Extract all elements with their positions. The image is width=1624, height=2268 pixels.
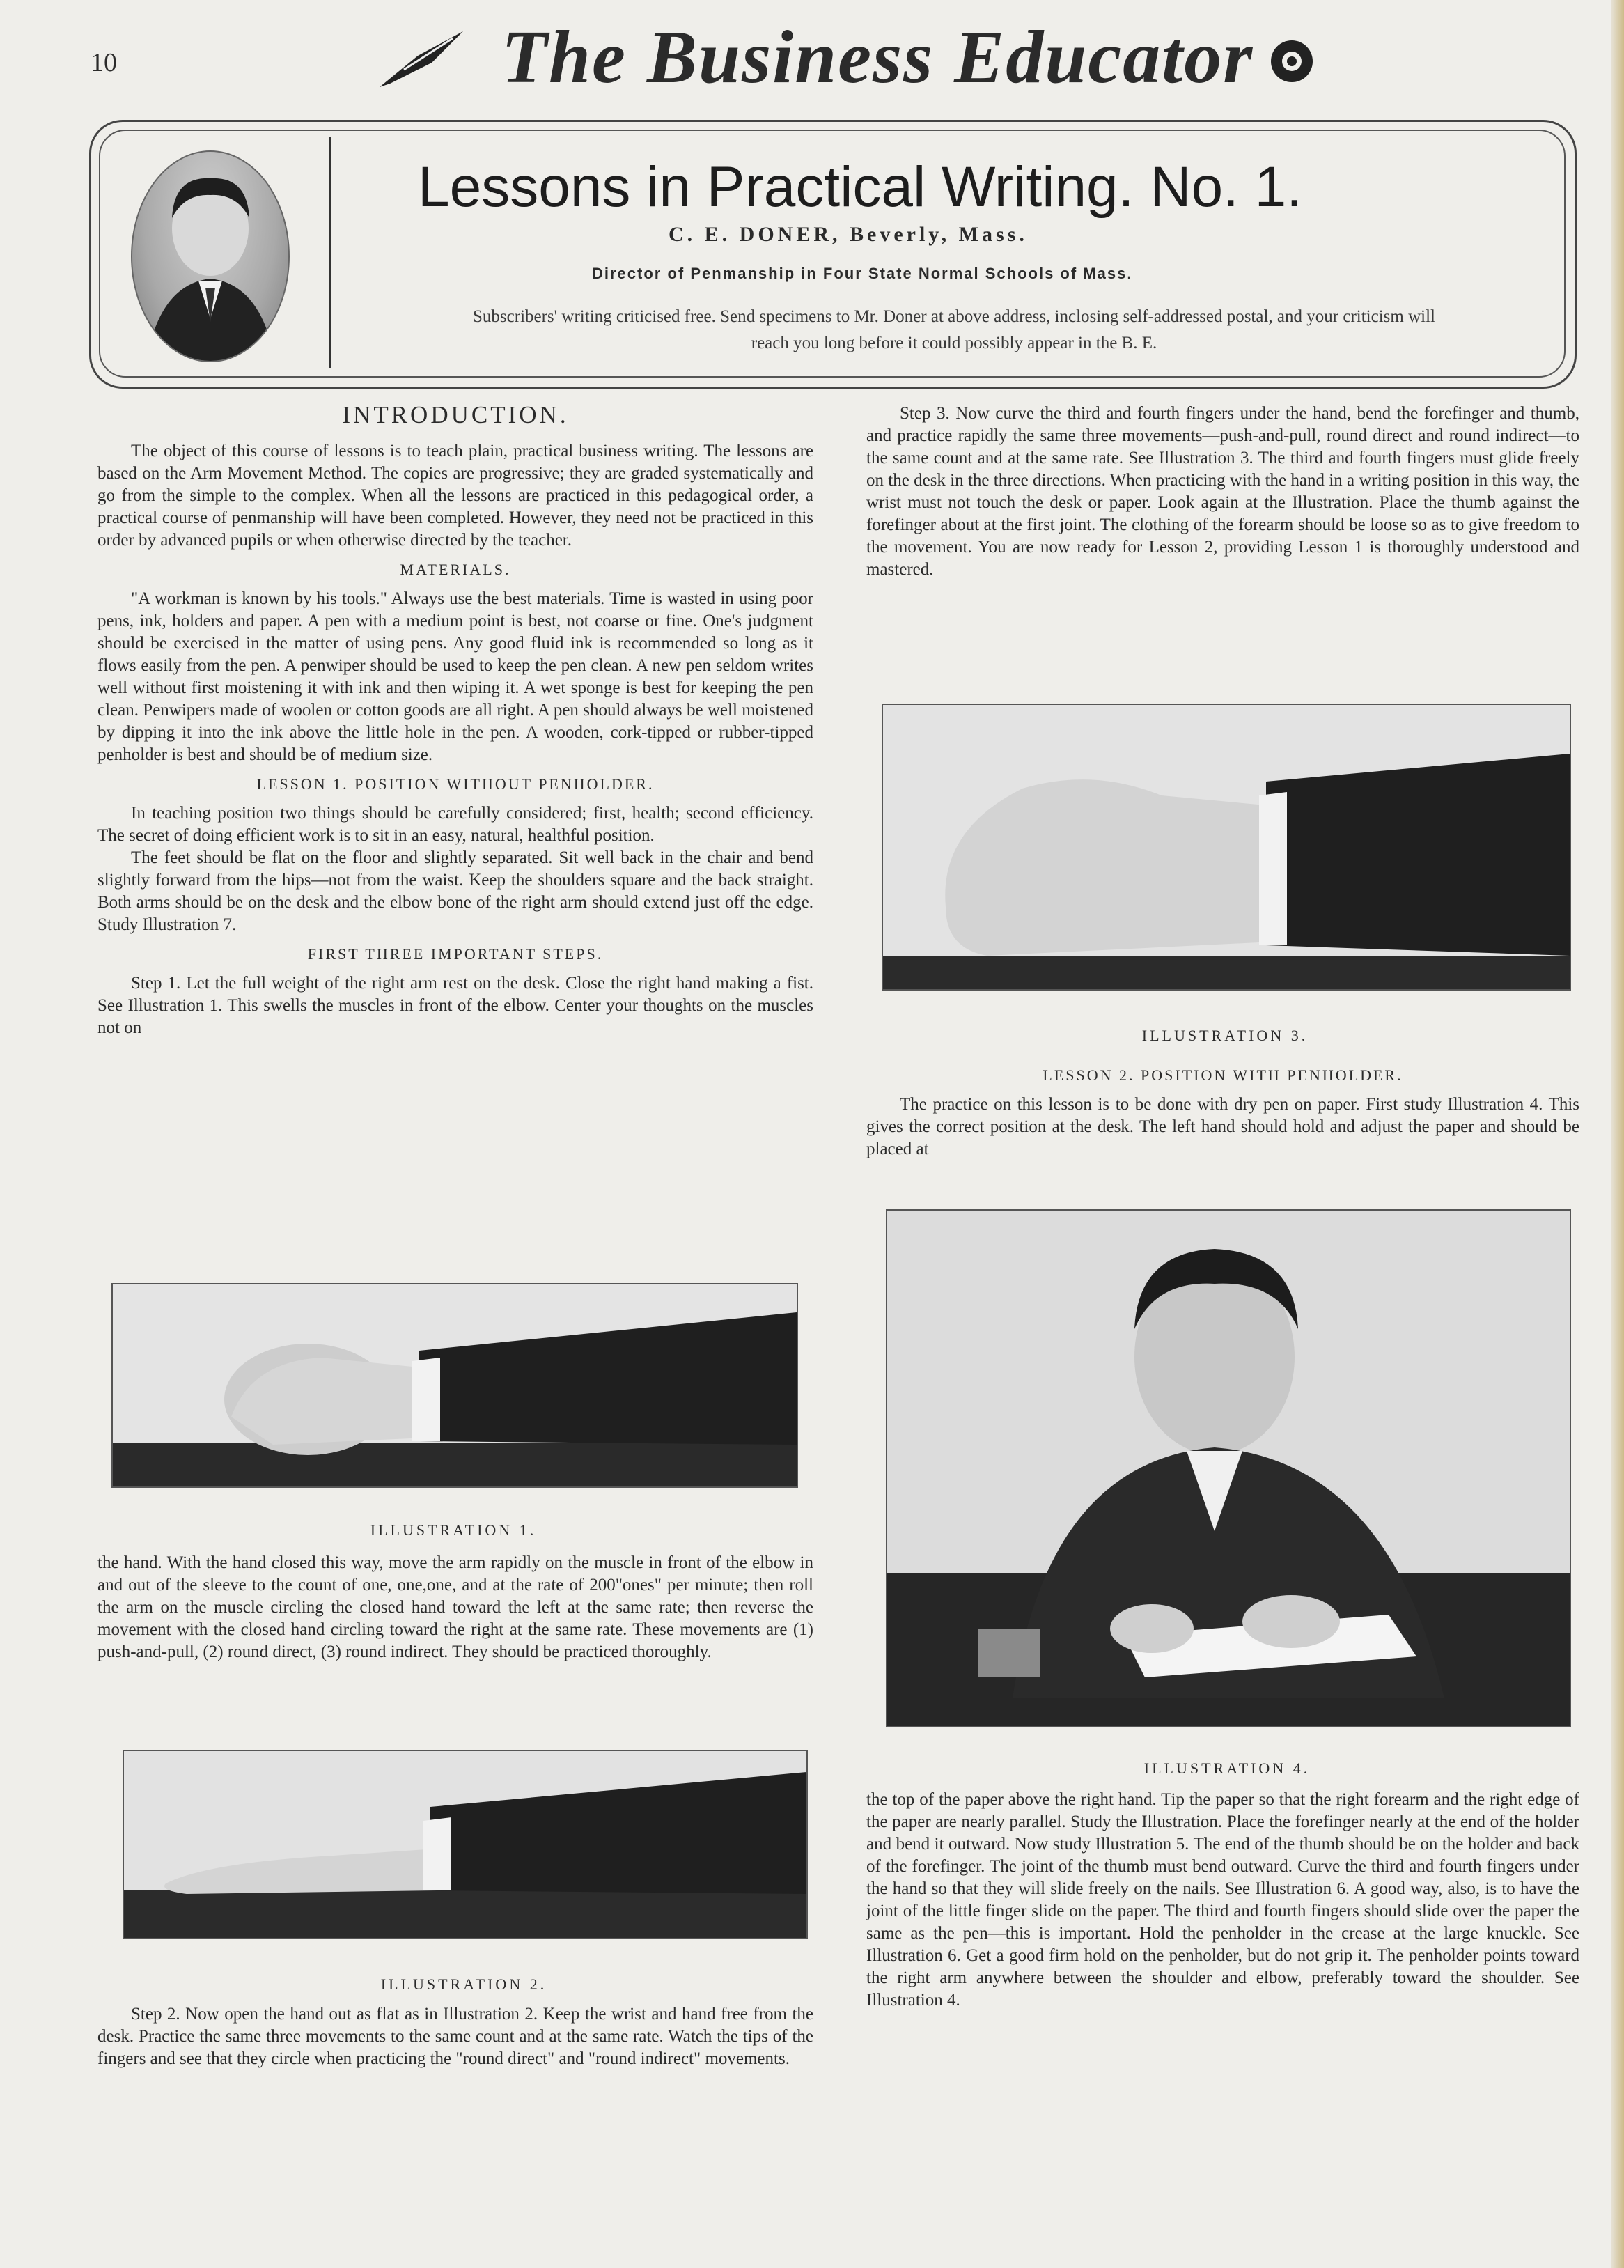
quill-pen-icon <box>376 28 467 91</box>
introduction-paragraph: The object of this course of lessons is to teach plain, practical business writing. The lessons are based on the Arm Movement Method. The copies are progressive; they are graded systematically and go from the simple to the complex. When all the lessons are practiced in this pedagogical order, a practical course of penmanship will have been completed. However, they need not be practiced in this order by advanced pupils or when otherwise directed by the teacher. <box>97 442 813 550</box>
lesson2-paragraph: The practice on this lesson is to be done with dry pen on paper. First study Illustration 4. This gives the correct position at the desk. The left hand should hold and adjust the paper and should be placed at <box>866 1095 1579 1158</box>
right-column-lower <box>866 1789 1579 2012</box>
left-column-lower <box>97 2003 813 2070</box>
materials-heading: MATERIALS. <box>400 561 511 578</box>
author-portrait <box>131 150 290 362</box>
illustration-2-photo <box>123 1750 808 1939</box>
introduction-heading: INTRODUCTION. <box>342 401 569 428</box>
author-position: Director of Penmanship in Four State Normal Schools of Mass. <box>592 265 1133 282</box>
right-column-upper <box>866 403 1579 581</box>
step1-paragraph: Step 1. Let the full weight of the right arm rest on the desk. Close the right hand making a fist. See Illustration 1. This swells the muscles in front of the elbow. Center your thoughts on the muscles not on <box>97 974 813 1037</box>
steps-heading: FIRST THREE IMPORTANT STEPS. <box>307 945 604 963</box>
illustration-4-photo <box>886 1209 1571 1727</box>
illustration-2-caption: ILLUSTRATION 2. <box>380 1975 547 1993</box>
lesson-title: Lessons in Practical Writing. No. 1. <box>418 155 1302 219</box>
subscriber-note: Subscribers' writing criticised free. Send specimens to Mr. Doner at above address, inclosing self-addressed postal, and your criticism will reach you long before it could possibly appear in the B. E. <box>473 307 1435 352</box>
lesson1-paragraph-2: The feet should be flat on the floor and slightly separated. Sit well back in the chair and bend slightly forward from the hips—not from the waist. Keep the shoulders square and the back straight. Both arms should be on the desk and the elbow bone of the right arm should extend just off the edge. Study Illustration 7. <box>97 848 813 934</box>
left-column-middle <box>97 1552 813 1663</box>
illustration-3-caption: ILLUSTRATION 3. <box>1141 1027 1309 1044</box>
author-name: C. E. DONER, Beverly, Mass. <box>669 223 1028 246</box>
emblem-icon <box>1264 33 1320 89</box>
page-edge <box>1611 0 1624 2268</box>
masthead-title: The Business Educator <box>501 16 1254 99</box>
illustration-1-photo <box>111 1283 798 1488</box>
right-column-middle <box>866 1057 1579 1160</box>
lesson2-continuation: the top of the paper above the right hand. Tip the paper so that the right forearm and the right edge of the paper are nearly parallel. Study the Illustration. Place the forefinger nearly at the end of the holder and bend it outward. Now study Illustration 5. The end of the thumb should be on the holder and back of the forefinger. The joint of the thumb must bend outward. Curve the third and fourth fingers under the hand so that they will slide freely on the nails. See Illustration 6. A good way, also, is to have the joint of the little finger slide on the paper. The third and fourth fingers should slide over the paper the same as the pen—this is important. Hold the penholder in the crease at the large knuckle. See Illustration 6. Get a good firm hold on the penholder, but do not grip it. The penholder points toward the right arm anywhere between the shoulder and elbow, preferably toward the shoulder. See Illustration 4. <box>866 1790 1579 2010</box>
materials-paragraph: "A workman is known by his tools." Always use the best materials. Time is wasted in using poor pens, ink, holders and paper. A pen with a medium point is best, not coarse or fine. One's judgment should be exercised in the matter of using pens. Any good fluid ink is recommended so long as it flows easily from the pen. A penwiper should be used to keep the pen clean. A new pen seldom writes well without first moistening it with ink and then wiping it. A wet sponge is best for keeping the pen clean. Penwipers made of woolen or cotton goods are all right. A pen should always be well moistened by dipping it into the ink above the little hole in the pen. A wooden, cork-tipped or rubber-tipped penholder is best and should be of medium size. <box>97 589 813 764</box>
illustration-4-caption: ILLUSTRATION 4. <box>1143 1760 1311 1777</box>
step2-paragraph: Step 2. Now open the hand out as flat as in Illustration 2. Keep the wrist and hand free from the desk. Practice the same three movements to the same count and at the same rate. Watch the tips of the fingers and see that they circle when practicing the "round direct" and "round indirect" movements. <box>97 2005 813 2068</box>
left-column-upper <box>97 401 813 1039</box>
portrait-divider <box>329 137 331 368</box>
lesson1-heading: LESSON 1. POSITION WITHOUT PENHOLDER. <box>256 775 655 793</box>
step1-continuation: the hand. With the hand closed this way, move the arm rapidly on the muscle in front of the elbow in and out of the sleeve to the count of one, one,one, and at the rate of 200"ones" per minute; then roll the arm on the muscle circling the closed hand toward the left at the same rate; then reverse the movement with the closed hand circling toward the right at the same rate. These movements are (1) push-and-pull, (2) round direct, (3) round indirect. They should be practiced thoroughly. <box>97 1553 813 1661</box>
illustration-3-photo <box>882 704 1571 991</box>
illustration-1-caption: ILLUSTRATION 1. <box>370 1521 537 1539</box>
step3-paragraph: Step 3. Now curve the third and fourth fingers under the hand, bend the forefinger and thumb, and practice rapidly the same three movements—push-and-pull, round direct and round indirect—to the same count and at the same rate. See Illustration 3. The third and fourth fingers must glide freely on the desk in the three directions. When practicing with the hand in a writing position in this way, the wrist must not touch the desk or paper. Look again at the Illustration. Place the thumb against the forefinger about at the first joint. The clothing of the forearm should be loose so as to give freedom to the movement. You are now ready for Lesson 2, providing Lesson 1 is thoroughly understood and mastered. <box>866 404 1579 579</box>
page-number: 10 <box>91 48 117 77</box>
lesson1-paragraph-1: In teaching position two things should be carefully considered; first, health; second efficiency. The secret of doing efficient work is to sit in an easy, natural, healthful position. <box>97 804 813 845</box>
lesson2-heading: LESSON 2. POSITION WITH PENHOLDER. <box>1043 1066 1403 1084</box>
